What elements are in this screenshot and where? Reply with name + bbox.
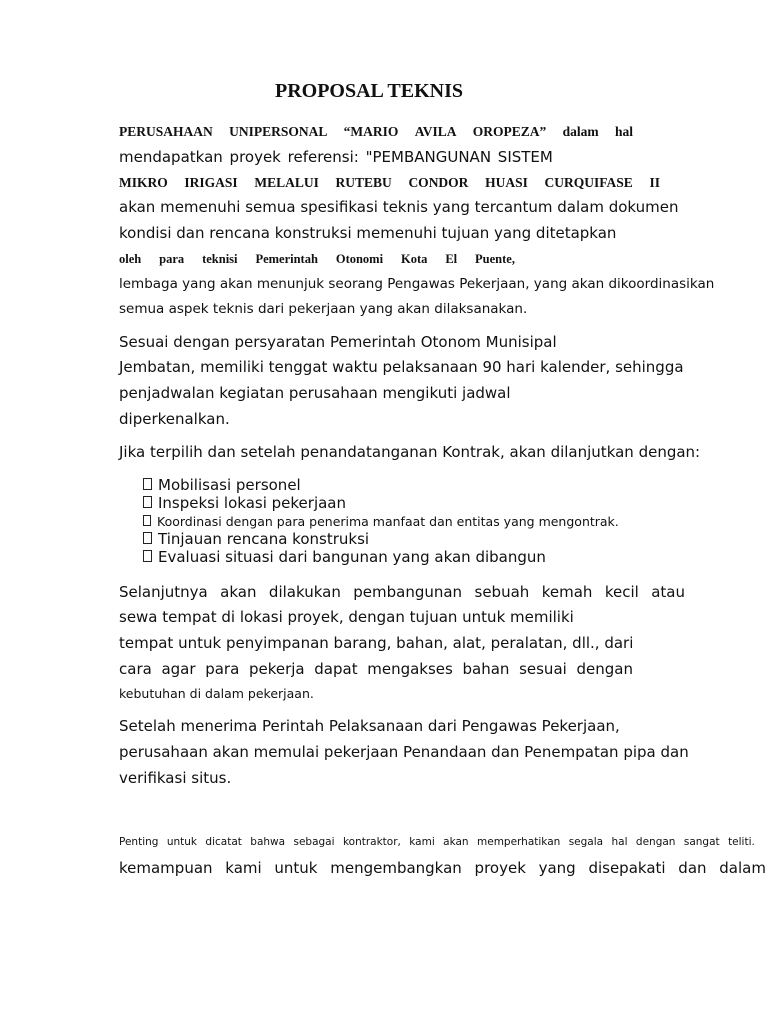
bullet-item: Mobilisasi personel (143, 476, 301, 494)
intro-line-7: lembaga yang akan menunjuk seorang Pengawas Pekerjaan, yang akan dikoordinasikan (119, 276, 715, 292)
bullet-item: Inspeksi lokasi pekerjaan (143, 494, 346, 512)
word: yang (538, 859, 576, 877)
camp-line-2: sewa tempat di lokasi proyek, dengan tujuan untuk memiliki (119, 608, 574, 626)
word: hal (611, 836, 628, 848)
word: El (445, 252, 458, 266)
word: kemah (541, 583, 593, 601)
bullet-item: Tinjauan rencana konstruksi (143, 530, 369, 548)
word: UNIPERSONAL (229, 124, 328, 139)
word: Kota (401, 252, 428, 266)
word: sangat (683, 836, 720, 848)
word: segala (568, 836, 604, 848)
word: AVILA (414, 124, 457, 139)
bullet-item: Evaluasi situasi dari bangunan yang akan dibangun (143, 548, 546, 566)
word: agar (161, 660, 196, 678)
camp-line-1 (119, 583, 685, 601)
word: pembangunan (353, 583, 463, 601)
word: kemampuan (119, 859, 213, 877)
word: para (205, 660, 240, 678)
word: teliti. (728, 836, 755, 848)
word: atau (651, 583, 685, 601)
schedule-line-4: diperkenalkan. (119, 410, 230, 428)
word: PERUSAHAAN (119, 124, 213, 139)
word: cara (119, 660, 152, 678)
word: sebagai (293, 836, 335, 848)
word: proyek (474, 859, 526, 877)
word: sesuai (519, 660, 567, 678)
word: dan (678, 859, 707, 877)
word: dapat (314, 660, 358, 678)
camp-line-3: tempat untuk penyimpanan barang, bahan, alat, peralatan, dll., dari (119, 634, 634, 652)
word: HUASI (485, 175, 528, 190)
intro-line-1 (119, 123, 633, 141)
order-line-2: perusahaan akan memulai pekerjaan Penandaan dan Penempatan pipa dan (119, 743, 689, 761)
word: bahwa (250, 836, 286, 848)
word: sebuah (474, 583, 530, 601)
word: kontraktor, (342, 836, 401, 848)
word: oleh (119, 252, 142, 266)
order-line-3: verifikasi situs. (119, 769, 232, 787)
page-title: PROPOSAL TEKNIS (275, 80, 464, 102)
word: II (649, 175, 660, 190)
word: akan (443, 836, 469, 848)
checkbox-glyph-icon (143, 515, 151, 526)
word: memperhatikan (477, 836, 561, 848)
word: CONDOR (408, 175, 469, 190)
word: dalam (719, 859, 766, 877)
word: dalam (562, 124, 599, 139)
checkbox-glyph-icon (143, 496, 152, 508)
word: kecil (604, 583, 639, 601)
word: Selanjutnya (119, 583, 208, 601)
intro-line-5: kondisi dan rencana konstruksi memenuhi tujuan yang ditetapkan (119, 224, 617, 242)
word: MELALUI (254, 175, 319, 190)
camp-line-4 (119, 660, 633, 678)
word: mengakses (367, 660, 453, 678)
intro-line-2: mendapatkan proyek referensi: "PEMBANGUNAN SISTEM (119, 148, 553, 166)
word: akan (220, 583, 257, 601)
word: dengan (576, 660, 633, 678)
word: mengembangkan (330, 859, 462, 877)
intro-line-6 (119, 250, 515, 268)
word: dengan (635, 836, 676, 848)
word: Penting (119, 836, 159, 848)
order-line-1: Setelah menerima Perintah Pelaksanaan dari Pengawas Pekerjaan, (119, 717, 620, 735)
contract-intro: Jika terpilih dan setelah penandatanganan Kontrak, akan dilanjutkan dengan: (119, 443, 701, 461)
word: hal (614, 124, 633, 139)
word: Puente, (475, 252, 515, 266)
note-line-2 (119, 859, 766, 877)
word: IRIGASI (184, 175, 238, 190)
word: CURQUIFASE (544, 175, 633, 190)
word: teknisi (202, 252, 238, 266)
word: “MARIO (343, 124, 399, 139)
word: bahan (462, 660, 510, 678)
note-line-1 (119, 833, 755, 851)
intro-line-8: semua aspek teknis dari pekerjaan yang akan dilaksanakan. (119, 301, 528, 317)
intro-line-3 (119, 174, 660, 192)
word: kami (225, 859, 262, 877)
word: dilakukan (268, 583, 341, 601)
word: Pemerintah (255, 252, 318, 266)
checkbox-glyph-icon (143, 550, 152, 562)
schedule-line-3: penjadwalan kegiatan perusahaan mengikuti jadwal (119, 384, 511, 402)
word: dicatat (205, 836, 242, 848)
checkbox-glyph-icon (143, 532, 152, 544)
camp-line-5: kebutuhan di dalam pekerjaan. (119, 686, 314, 701)
word: MIKRO (119, 175, 168, 190)
schedule-line-2: Jembatan, memiliki tenggat waktu pelaksanaan 90 hari kalender, sehingga (119, 358, 684, 376)
word: para (159, 252, 185, 266)
word: pekerja (248, 660, 305, 678)
intro-line-4: akan memenuhi semua spesifikasi teknis yang tercantum dalam dokumen (119, 198, 679, 216)
schedule-line-1: Sesuai dengan persyaratan Pemerintah Otonom Munisipal (119, 333, 557, 351)
checkbox-glyph-icon (143, 478, 152, 490)
word: untuk (274, 859, 318, 877)
word: OROPEZA” (472, 124, 547, 139)
word: disepakati (588, 859, 666, 877)
word: RUTEBU (335, 175, 392, 190)
word: untuk (166, 836, 198, 848)
word: kami (409, 836, 435, 848)
word: Otonomi (335, 252, 384, 266)
bullet-item: Koordinasi dengan para penerima manfaat dan entitas yang mengontrak. (143, 513, 619, 531)
